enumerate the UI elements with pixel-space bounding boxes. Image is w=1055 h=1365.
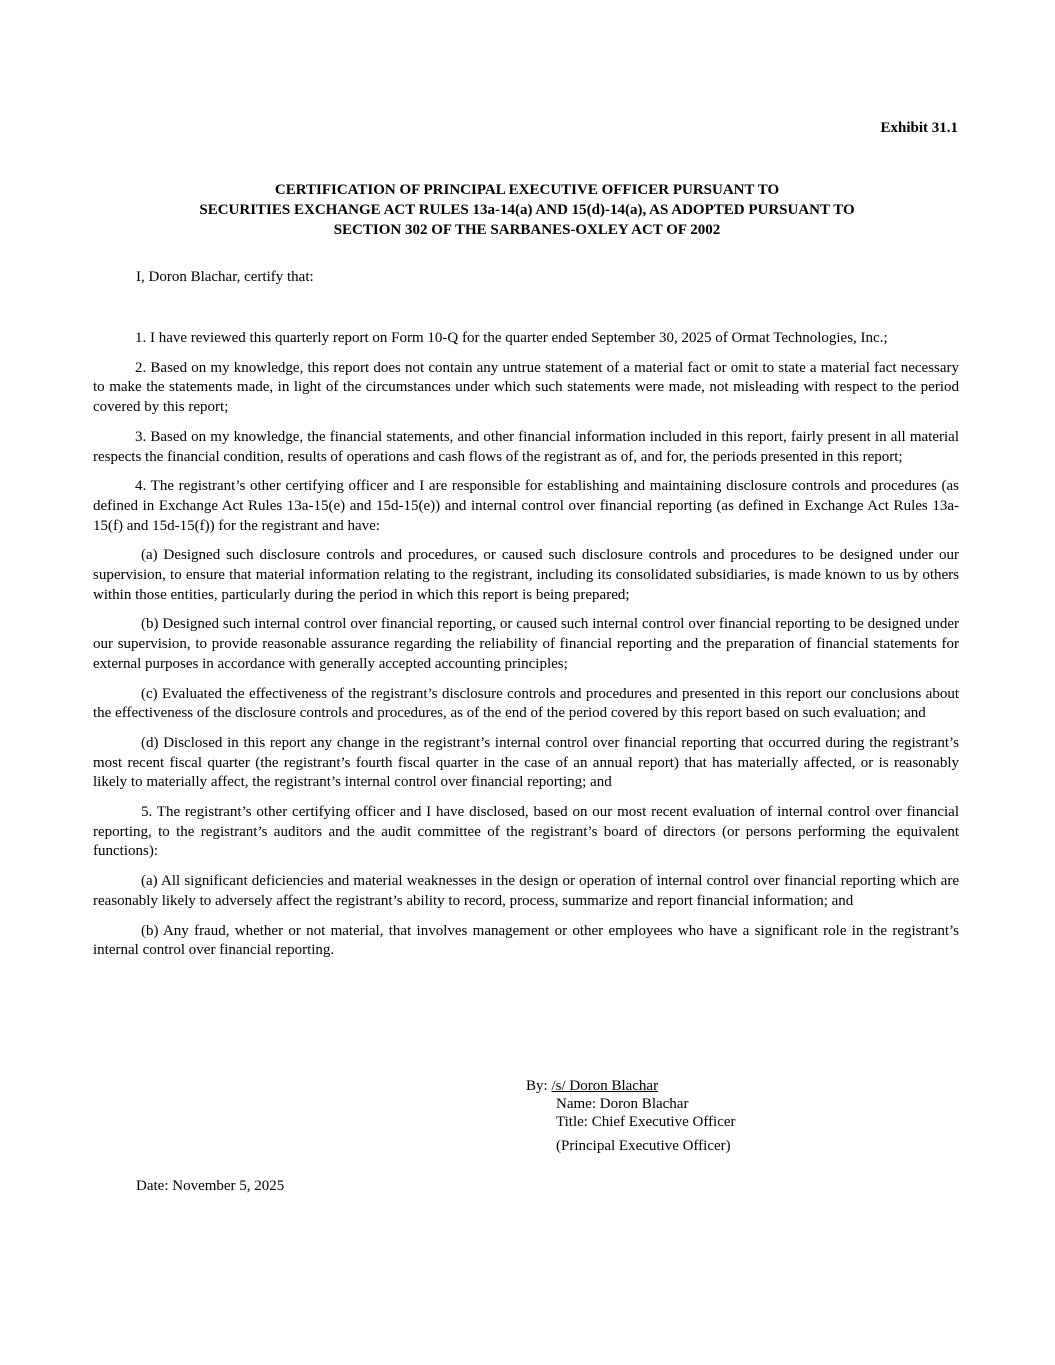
signer-title: Title: Chief Executive Officer	[556, 1114, 736, 1130]
paragraph-4: 4. The registrant’s other certifying officer and I are responsible for establishing and maintaining disclosure controls and procedures (as defined in Exchange Act Rules 13a-15(e) and 15d-15(e)) and internal control over financial reporting (as defined in Exchange Act Rules 13a-15(f) and 15d-15(f)) for the registrant and have:	[93, 478, 959, 534]
paragraph-5a: (a) All significant deficiencies and material weaknesses in the design or operation of internal control over financial reporting which are reasonably likely to adversely affect the registrant’s ability to record, process, summarize and report financial information; and	[93, 873, 959, 909]
signature-value: /s/ Doron Blachar	[551, 1078, 659, 1094]
paragraph-3: 3. Based on my knowledge, the financial statements, and other financial information included in this report, fairly present in all material respects the financial condition, results of operations and cash flows of the registrant as of, and for, the periods presented in this report;	[93, 428, 959, 465]
paragraph-2: 2. Based on my knowledge, this report does not contain any untrue statement of a material fact or omit to state a material fact necessary to make the statements made, in light of the circumstances under which such statements were made, not misleading with respect to the period covered by this report;	[93, 359, 959, 416]
signer-role: (Principal Executive Officer)	[556, 1138, 731, 1154]
signature-date: Date: November 5, 2025	[136, 1178, 285, 1194]
signature-line	[526, 1077, 736, 1095]
exhibit-label: Exhibit 31.1	[880, 120, 958, 136]
title-line: CERTIFICATION OF PRINCIPAL EXECUTIVE OFFICER PURSUANT TO	[274, 182, 780, 198]
signature-block	[526, 1077, 736, 1155]
paragraph-4b: (b) Designed such internal control over financial reporting, or caused such internal control over financial reporting to be designed under our supervision, to provide reasonable assurance regarding the reliability of financial reporting and the preparation of financial statements for external purposes in accordance with generally accepted accounting principles;	[93, 616, 959, 672]
paragraph-4a: (a) Designed such disclosure controls and procedures, or caused such disclosure controls and procedures to be designed under our supervision, to ensure that material information relating to the registrant, including its consolidated subsidiaries, is made known to us by others within those entities, particularly during the period in which this report is being prepared;	[93, 547, 959, 603]
by-label: By:	[526, 1078, 548, 1094]
certification-body	[93, 329, 959, 971]
paragraph-1: 1. I have reviewed this quarterly report on Form 10-Q for the quarter ended September 30, 2025 of Ormat Technologies, Inc.;	[135, 330, 888, 346]
paragraph-5: 5. The registrant’s other certifying officer and I have disclosed, based on our most recent evaluation of internal control over financial reporting, to the registrant’s auditors and the audit committee of the registrant’s board of directors (or persons performing the equivalent functions):	[93, 804, 959, 860]
title-line: SECTION 302 OF THE SARBANES-OXLEY ACT OF 2002	[333, 222, 721, 238]
certification-title	[93, 180, 961, 240]
intro-statement: I, Doron Blachar, certify that:	[136, 269, 314, 285]
paragraph-4c: (c) Evaluated the effectiveness of the registrant’s disclosure controls and procedures and presented in this report our conclusions about the effectiveness of the disclosure controls and procedures, as of the end of the period covered by this report based on such evaluation; and	[93, 685, 959, 722]
paragraph-4d: (d) Disclosed in this report any change in the registrant’s internal control over financial reporting that occurred during the registrant’s most recent fiscal quarter (the registrant’s fourth fiscal quarter in the case of an annual report) that has materially affected, or is reasonably likely to materially affect, the registrant’s internal control over financial reporting; and	[93, 734, 959, 791]
title-line: SECURITIES EXCHANGE ACT RULES 13a-14(a) AND 15(d)-14(a), AS ADOPTED PURSUANT TO	[199, 202, 855, 218]
signer-name: Name: Doron Blachar	[556, 1096, 689, 1112]
paragraph-5b: (b) Any fraud, whether or not material, that involves management or other employees who have a significant role in the registrant’s internal control over financial reporting.	[93, 922, 959, 959]
